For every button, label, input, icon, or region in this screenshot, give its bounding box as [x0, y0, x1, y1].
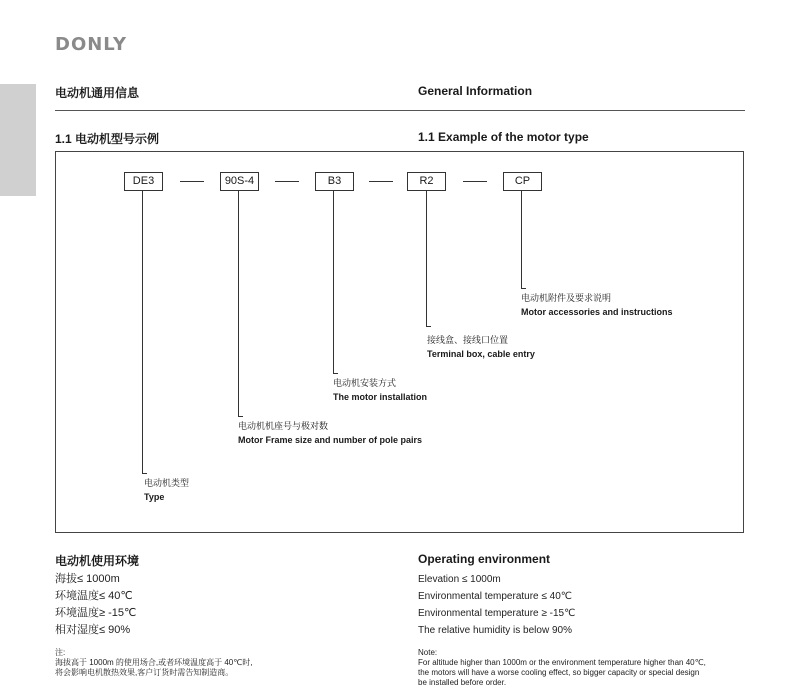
leader-line-terminal	[426, 191, 427, 326]
leader-hook	[521, 288, 526, 289]
label-terminal-en: Terminal box, cable entry	[427, 349, 535, 359]
header-divider	[55, 110, 745, 111]
code-box-frame: 90S-4	[220, 172, 259, 191]
code-box-accessories: CP	[503, 172, 542, 191]
leader-hook	[333, 373, 338, 374]
page-title-en: General Information	[418, 84, 533, 98]
environment-item-zh: 环境温度≤ 40℃	[55, 590, 133, 602]
environment-title-zh: 电动机使用环境	[55, 554, 140, 568]
environment-item-en: The relative humidity is below 90%	[418, 625, 572, 636]
label-frame-zh: 电动机机座号与极对数	[238, 421, 329, 431]
note-line-zh: 海拔高于 1000m 的使用场合,或者环境温度高于 40℃时,	[55, 658, 253, 667]
label-terminal	[427, 333, 535, 361]
company-logo: DONLY	[55, 34, 128, 55]
section-title-zh: 1.1 电动机型号示例	[55, 132, 160, 146]
environment-item-en: Elevation ≤ 1000m	[418, 574, 501, 585]
leader-hook	[426, 326, 431, 327]
label-frame-en: Motor Frame size and number of pole pairs	[238, 435, 423, 445]
label-accessories	[521, 291, 673, 319]
side-tab-marker	[0, 84, 36, 196]
label-accessories-en: Motor accessories and instructions	[521, 307, 673, 317]
leader-line-accessories	[521, 191, 522, 288]
note-title-en: Note:	[418, 648, 438, 657]
leader-hook	[238, 416, 243, 417]
note-line-en: the motors will have a worse cooling effect, so bigger capacity or special design	[418, 668, 700, 677]
label-type-en: Type	[144, 492, 165, 502]
label-installation-en: The motor installation	[333, 392, 428, 402]
label-frame	[238, 419, 422, 447]
code-separator-dash	[463, 181, 487, 182]
environment-item-zh: 相对湿度≤ 90%	[55, 624, 131, 636]
code-separator-dash	[180, 181, 204, 182]
code-separator-dash	[369, 181, 393, 182]
leader-line-type	[142, 191, 143, 473]
note-line-en: For altitude higher than 1000m or the environment temperature higher than 40℃,	[418, 658, 706, 667]
environment-title-en: Operating environment	[418, 552, 551, 566]
code-box-installation: B3	[315, 172, 354, 191]
label-type	[144, 476, 189, 504]
environment-item-zh: 环境温度≥ -15℃	[55, 607, 137, 619]
label-terminal-zh: 接线盒、接线口位置	[427, 335, 509, 345]
environment-item-en: Environmental temperature ≥ -15℃	[418, 608, 576, 619]
note-en	[418, 648, 748, 688]
note-title-zh: 注:	[55, 648, 66, 657]
code-box-type: DE3	[124, 172, 163, 191]
label-installation-zh: 电动机安装方式	[333, 378, 397, 388]
environment-item-zh: 海拔≤ 1000m	[55, 573, 120, 585]
note-zh	[55, 648, 252, 678]
leader-line-installation	[333, 191, 334, 373]
environment-item-en: Environmental temperature ≤ 40℃	[418, 591, 573, 602]
section-title-en: 1.1 Example of the motor type	[418, 130, 589, 144]
note-line-zh: 将会影响电机散热效果,客户订货时需告知制造商。	[55, 668, 234, 677]
label-installation	[333, 376, 427, 404]
leader-line-frame	[238, 191, 239, 416]
label-type-zh: 电动机类型	[144, 478, 190, 488]
code-box-terminal: R2	[407, 172, 446, 191]
code-separator-dash	[275, 181, 299, 182]
note-line-en: be installed before order.	[418, 678, 507, 687]
page-title-zh: 电动机通用信息	[55, 86, 140, 100]
label-accessories-zh: 电动机附件及要求说明	[521, 293, 612, 303]
leader-hook	[142, 473, 147, 474]
